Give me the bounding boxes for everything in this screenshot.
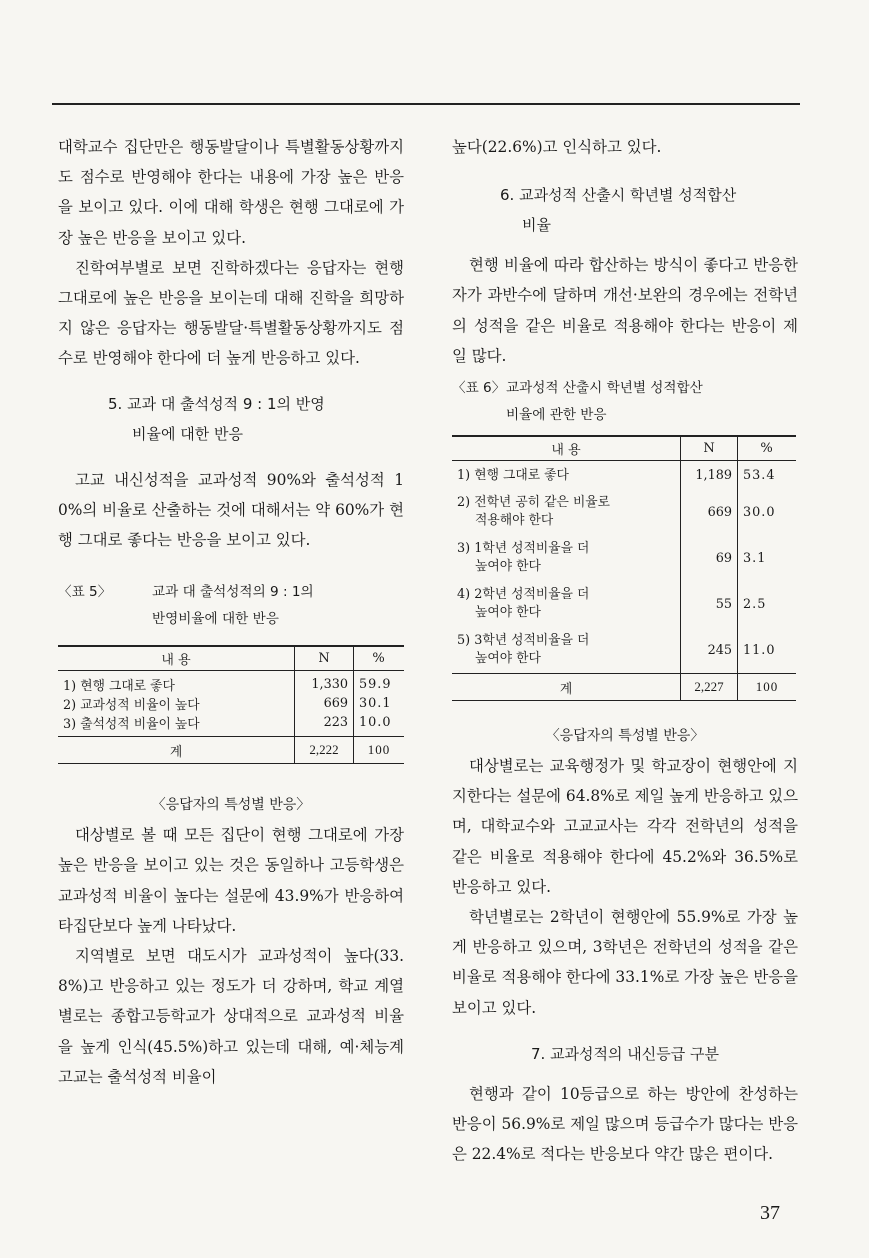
- table-6-row-4-n: 55: [681, 581, 738, 627]
- table-6-total-pct: 100: [738, 674, 797, 701]
- section-5-heading-line1: 5. 교과 대 출석성적 9 : 1의 반영: [108, 394, 325, 413]
- left-para-1: 대학교수 집단만은 행동발달이나 특별활동상황까지도 점수로 반영해야 한다는 내용에 가장 높은 반응을 보이고 있다. 이에 대해 학생은 현행 그대로에 가장 높은 반응을 보이고 있다.: [58, 138, 404, 247]
- table-6-row-1-pct: 53.4: [738, 461, 797, 490]
- table-6-row-2-n: 669: [681, 489, 738, 535]
- right-respondent-heading: 〈응답자의 특성별 반응〉: [545, 728, 705, 745]
- section-6-heading-line1: 6. 교과성적 산출시 학년별 성적합산: [500, 186, 737, 205]
- table-6-row-2-label-line2: 적용해야 한다: [475, 513, 554, 529]
- table-6-label: 〈표 6〉: [452, 380, 506, 397]
- table-6-caption: [452, 375, 798, 429]
- table-5-row-2-label: 2) 교과성적 비율이 높다: [63, 698, 200, 714]
- table-5-row-3-pct: 10.0: [354, 713, 405, 737]
- left-para-5: 지역별로 보면 대도시가 교과성적이 높다(33.8%)고 반응하고 있는 정도가 더 강하며, 학교 계열별로는 종합고등학교가 상대적으로 교과성적 비율을 높게 인식(45.5%)하고 있는데 대해, 예·체능계 고교는 출석성적 비율이: [58, 947, 404, 1086]
- table-row: [452, 581, 796, 627]
- table-6-row-5-label: [452, 627, 681, 674]
- table-row: [452, 461, 796, 490]
- table-row: [58, 713, 404, 737]
- table-5-row-1-label: 1) 현행 그대로 좋다: [63, 679, 175, 695]
- table-6-row-3-pct: 3.1: [738, 535, 797, 581]
- table-row: [452, 535, 796, 581]
- table-6-row-3-label-line1: 3) 1학년 성적비율을 더: [457, 541, 590, 557]
- table-6-row-4-pct: 2.5: [738, 581, 797, 627]
- right-para-3: 대상별로는 교육행정가 및 학교장이 현행안에 지지한다는 설문에 64.8%로 제일 높게 반응하고 있으며, 대학교수와 고교교사는 각각 전학년의 성적을 같은 비율로 적용해야 한다에 45.2%와 36.5%로 반응하고 있다.: [452, 757, 798, 896]
- table-6-total-row: [452, 674, 796, 701]
- table-6-row-5-label-line1: 5) 3학년 성적비율을 더: [457, 633, 590, 649]
- left-column: [58, 132, 404, 1092]
- table-5-total-row: [58, 737, 404, 764]
- table-6-row-2-label-line1: 2) 전학년 공히 같은 비율로: [457, 495, 611, 511]
- table-6-row-3-label-line2: 높여야 한다: [475, 559, 541, 575]
- table-5-row-2-pct: 30.1: [354, 694, 405, 713]
- right-para-1: 높다(22.6%)고 인식하고 있다.: [452, 138, 662, 156]
- page-number: 37: [760, 1202, 780, 1224]
- table-6-total-n: 2,227: [681, 674, 738, 701]
- table-5-caption-line2: 반영비율에 대한 반응: [152, 611, 279, 628]
- table-6-row-1-n: 1,189: [681, 461, 738, 490]
- table-6-row-3-n: 69: [681, 535, 738, 581]
- section-6-heading: [452, 180, 798, 240]
- right-para-5: 현행과 같이 10등급으로 하는 방안에 찬성하는 반응이 56.9%로 제일 많으며 등급수가 많다는 반응은 22.4%로 적다는 반응보다 약간 많은 편이다.: [452, 1084, 798, 1164]
- table-6: [452, 435, 796, 701]
- right-para-2: 현행 비율에 따라 합산하는 방식이 좋다고 반응한 자가 과반수에 달하며 개선·보완의 경우에는 전학년의 성적을 같은 비율로 적용해야 한다는 반응이 제일 많다.: [452, 256, 798, 365]
- table-6-header-row: [452, 436, 796, 461]
- section-7-heading: 7. 교과성적의 내신등급 구분: [530, 1044, 719, 1063]
- table-5-header-pct: %: [354, 646, 405, 671]
- left-respondent-heading: 〈응답자의 특성별 반응〉: [151, 797, 311, 814]
- table-row: [452, 627, 796, 674]
- table-5-caption: [58, 579, 404, 633]
- right-column: [452, 132, 798, 1169]
- right-para-4: 학년별로는 2학년이 현행안에 55.9%로 가장 높게 반응하고 있으며, 3학년은 전학년의 성적을 같은 비율로 적용해야 한다에 33.1%로 가장 높은 반응을 보이고 있다.: [452, 908, 798, 1017]
- table-5: [58, 645, 404, 764]
- section-6-heading-line2: 비율: [522, 216, 551, 235]
- table-6-row-1-label: [452, 461, 681, 490]
- table-5-header-n: N: [295, 646, 354, 671]
- table-5-caption-line1: 교과 대 출석성적의 9 : 1의: [152, 584, 314, 601]
- table-6-header-n: N: [681, 436, 738, 461]
- table-6-row-4-label-line2: 높여야 한다: [475, 605, 541, 621]
- left-para-4: 대상별로 볼 때 모든 집단이 현행 그대로에 가장 높은 반응을 보이고 있는 것은 동일하나 고등학생은 교과성적 비율이 높다는 설문에 43.9%가 반응하여 타집단보다 높게 나타났다.: [58, 826, 404, 935]
- table-5-header-content: 내 용: [58, 646, 295, 671]
- table-6-row-2-pct: 30.0: [738, 489, 797, 535]
- table-5-row-1-pct: 59.9: [354, 671, 405, 695]
- top-rule: [52, 103, 800, 105]
- table-6-row-3-label: [452, 535, 681, 581]
- table-6-row-1-label-line1: 1) 현행 그대로 좋다: [457, 468, 569, 484]
- table-5-row-1-n: 1,330: [295, 671, 354, 695]
- left-para-3: 고교 내신성적을 교과성적 90%와 출석성적 10%의 비율로 산출하는 것에 대해서는 약 60%가 현행 그대로 좋다는 반응을 보이고 있다.: [58, 470, 404, 550]
- table-6-row-5-pct: 11.0: [738, 627, 797, 674]
- left-para-2: 진학여부별로 보면 진학하겠다는 응답자는 현행 그대로에 높은 반응을 보이는데 대해 진학을 희망하지 않은 응답자는 행동발달·특별활동상황까지도 점수로 반영해야 한다에 더 높게 반응하고 있다.: [58, 258, 404, 368]
- table-6-header-content: 내 용: [452, 436, 681, 461]
- table-6-row-4-label: [452, 581, 681, 627]
- table-5-header-row: [58, 646, 404, 671]
- table-5-row-3-n: 223: [295, 713, 354, 737]
- table-row: [58, 671, 404, 695]
- table-5-row-3-label: 3) 출석성적 비율이 높다: [63, 717, 200, 733]
- table-6-row-5-label-line2: 높여야 한다: [475, 651, 541, 667]
- table-6-caption-line1: 교과성적 산출시 학년별 성적합산: [506, 380, 703, 397]
- table-6-total-label: 계: [452, 674, 681, 701]
- table-6-caption-line2: 비율에 관한 반응: [506, 407, 607, 424]
- table-5-total-n: 2,222: [295, 737, 354, 764]
- table-6-row-5-n: 245: [681, 627, 738, 674]
- table-6-header-pct: %: [738, 436, 797, 461]
- table-5-label: 〈표 5〉: [58, 584, 112, 601]
- section-5-heading-line2: 비율에 대한 반응: [132, 424, 243, 443]
- section-5-heading: [58, 389, 404, 449]
- table-5-total-pct: 100: [354, 737, 405, 764]
- table-5-row-2-n: 669: [295, 694, 354, 713]
- table-row: [58, 694, 404, 713]
- table-row: [452, 489, 796, 535]
- table-5-total-label: 계: [58, 737, 295, 764]
- table-6-row-4-label-line1: 4) 2학년 성적비율을 더: [457, 587, 590, 603]
- table-6-row-2-label: [452, 489, 681, 535]
